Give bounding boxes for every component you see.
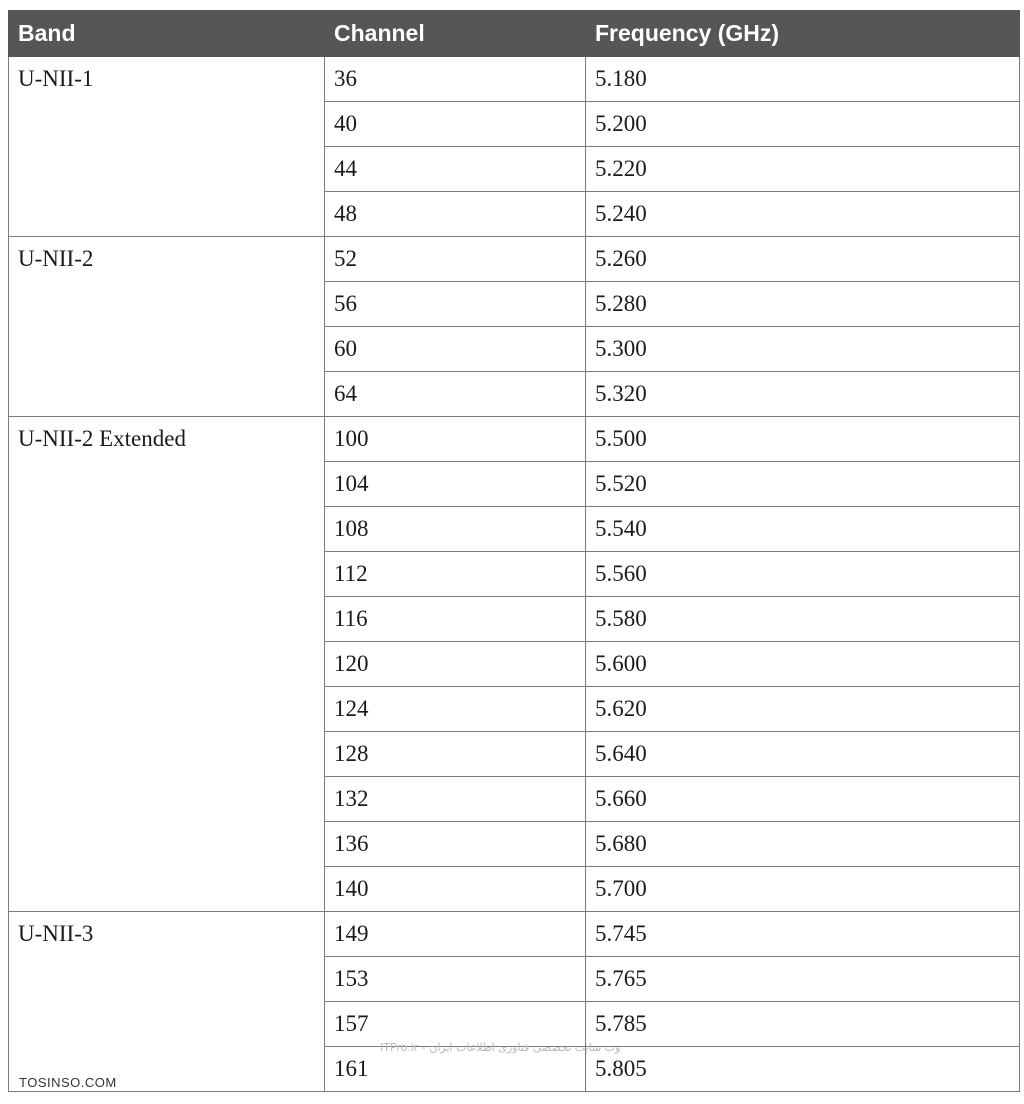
frequency-cell: 5.660 (586, 777, 1020, 822)
channel-frequency-table (8, 10, 1020, 1092)
channel-cell: 140 (325, 867, 586, 912)
band-cell: U-NII-2 Extended (9, 417, 325, 912)
table-header (9, 11, 1020, 57)
header-band: Band (9, 11, 325, 57)
header-frequency: Frequency (GHz) (586, 11, 1020, 57)
frequency-cell: 5.785 (586, 1002, 1020, 1047)
frequency-cell: 5.180 (586, 57, 1020, 102)
channel-cell: 104 (325, 462, 586, 507)
band-cell: U-NII-3 (9, 912, 325, 1092)
channel-cell: 52 (325, 237, 586, 282)
frequency-cell: 5.260 (586, 237, 1020, 282)
channel-cell: 120 (325, 642, 586, 687)
channel-cell: 124 (325, 687, 586, 732)
channel-cell: 132 (325, 777, 586, 822)
channel-cell: 136 (325, 822, 586, 867)
channel-cell: 157 (325, 1002, 586, 1047)
frequency-cell: 5.540 (586, 507, 1020, 552)
channel-cell: 108 (325, 507, 586, 552)
band-cell: U-NII-1 (9, 57, 325, 237)
frequency-cell: 5.765 (586, 957, 1020, 1002)
frequency-cell: 5.700 (586, 867, 1020, 912)
overlay-watermark: ITPro.ir - وب سایت تخصصی فناوری اطلاعات ایران (380, 1041, 621, 1054)
frequency-cell: 5.580 (586, 597, 1020, 642)
frequency-cell: 5.640 (586, 732, 1020, 777)
channel-cell: 116 (325, 597, 586, 642)
table-body (9, 57, 1020, 1092)
frequency-cell: 5.600 (586, 642, 1020, 687)
table-row (9, 912, 1020, 957)
header-channel: Channel (325, 11, 586, 57)
channel-cell: 149 (325, 912, 586, 957)
channel-cell: 48 (325, 192, 586, 237)
frequency-cell: 5.520 (586, 462, 1020, 507)
channel-cell: 64 (325, 372, 586, 417)
frequency-cell: 5.805 (586, 1047, 1020, 1092)
frequency-cell: 5.560 (586, 552, 1020, 597)
channel-cell: 60 (325, 327, 586, 372)
table-row (9, 57, 1020, 102)
frequency-cell: 5.300 (586, 327, 1020, 372)
channel-cell: 100 (325, 417, 586, 462)
frequency-cell: 5.280 (586, 282, 1020, 327)
frequency-cell: 5.320 (586, 372, 1020, 417)
band-cell: U-NII-2 (9, 237, 325, 417)
frequency-cell: 5.620 (586, 687, 1020, 732)
frequency-cell: 5.220 (586, 147, 1020, 192)
frequency-table-container (8, 10, 1019, 1092)
channel-cell: 128 (325, 732, 586, 777)
frequency-cell: 5.500 (586, 417, 1020, 462)
frequency-cell: 5.745 (586, 912, 1020, 957)
header-row (9, 11, 1020, 57)
frequency-cell: 5.680 (586, 822, 1020, 867)
channel-cell: 36 (325, 57, 586, 102)
channel-cell: 44 (325, 147, 586, 192)
channel-cell: 153 (325, 957, 586, 1002)
channel-cell: 161 (325, 1047, 586, 1092)
table-row (9, 417, 1020, 462)
channel-cell: 56 (325, 282, 586, 327)
frequency-cell: 5.200 (586, 102, 1020, 147)
table-row (9, 237, 1020, 282)
channel-cell: 40 (325, 102, 586, 147)
frequency-cell: 5.240 (586, 192, 1020, 237)
site-watermark: TOSINSO.COM (19, 1075, 117, 1090)
channel-cell: 112 (325, 552, 586, 597)
